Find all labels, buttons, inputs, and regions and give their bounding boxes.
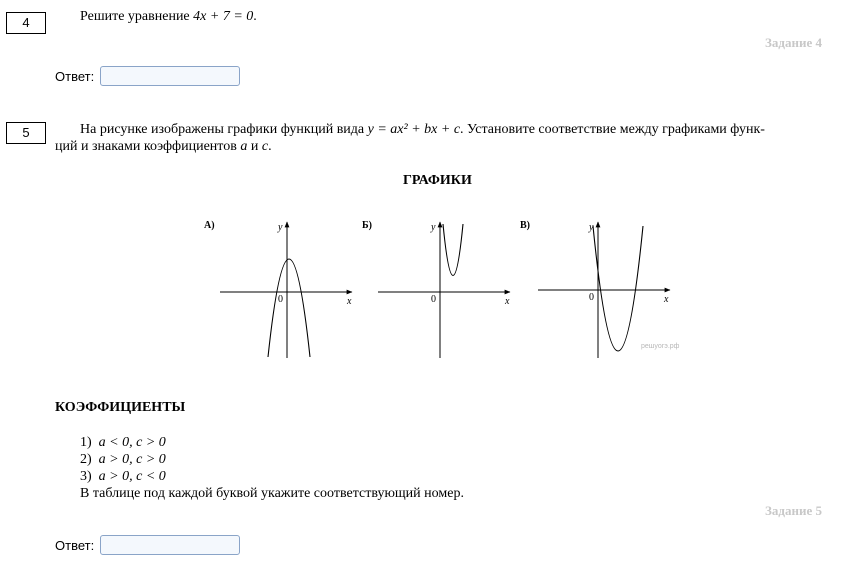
parabola-a — [268, 259, 310, 357]
task5-formula: y = ax² + bx + c — [367, 122, 461, 137]
graph-b — [362, 220, 510, 358]
list-item — [80, 434, 464, 451]
task4-answer-input[interactable] — [100, 66, 240, 86]
coef-num: 2) — [80, 452, 92, 467]
graphs-figure — [190, 210, 700, 365]
origin-label: 0 — [431, 294, 436, 305]
task-number-box: 4 — [6, 12, 46, 34]
y-axis-label: y — [431, 222, 436, 233]
y-axis-label: y — [278, 222, 283, 233]
task4-equation: 4x + 7 = 0 — [193, 9, 254, 24]
coefficients-heading: КОЭФФИЦИЕНТЫ — [55, 400, 186, 415]
task4-statement — [80, 8, 257, 25]
coefficients-list — [80, 434, 464, 502]
coef-text: a > 0, c > 0 — [98, 452, 166, 467]
task4-period: . — [253, 9, 257, 24]
graph-c — [520, 220, 680, 358]
coef-num: 1) — [80, 435, 92, 450]
coef-text: a < 0, c > 0 — [98, 435, 166, 450]
x-axis-label: x — [347, 296, 352, 307]
task4-text: Решите уравнение — [80, 9, 194, 24]
graph-label: А) — [204, 220, 215, 231]
graphs-heading: ГРАФИКИ — [403, 173, 472, 188]
graph-label: Б) — [362, 220, 372, 231]
origin-label: 0 — [278, 294, 283, 305]
graph-label: В) — [520, 220, 530, 231]
coef-c: c — [261, 139, 269, 154]
watermark: решуогэ.рф — [641, 343, 680, 350]
coef-a: a — [240, 139, 248, 154]
task5-answer-label: Ответ: — [55, 538, 95, 553]
parabola-b — [443, 224, 463, 276]
task5-label: Задание 5 — [765, 503, 822, 518]
task5-text-end: . Установите соответствие между графиками функ- — [460, 122, 765, 137]
list-item — [80, 451, 464, 468]
instruction-text: В таблице под каждой буквой укажите соответствующий номер. — [80, 486, 464, 501]
coef-num: 3) — [80, 469, 92, 484]
task5-text-coef: ций и знаками коэффициентов — [55, 139, 241, 154]
task5-answer-input[interactable] — [100, 535, 240, 555]
task4-label: Задание 4 — [765, 35, 822, 50]
parabola-c — [593, 226, 643, 351]
task5-text-period: . — [268, 139, 272, 154]
coef-text: a > 0, c < 0 — [98, 469, 166, 484]
graph-a — [204, 220, 352, 358]
and-word: и — [247, 139, 262, 154]
x-axis-label: x — [505, 296, 510, 307]
task-number-box: 5 — [6, 122, 46, 144]
x-axis-label: x — [664, 294, 669, 305]
task5-statement-line1 — [80, 121, 825, 138]
task5-text-start: На рисунке изображены графики функций вида — [80, 122, 368, 137]
task4-answer-label: Ответ: — [55, 69, 95, 84]
task5-statement-line2 — [55, 138, 272, 155]
y-axis-label: y — [589, 222, 594, 233]
list-item — [80, 468, 464, 485]
origin-label: 0 — [589, 292, 594, 303]
